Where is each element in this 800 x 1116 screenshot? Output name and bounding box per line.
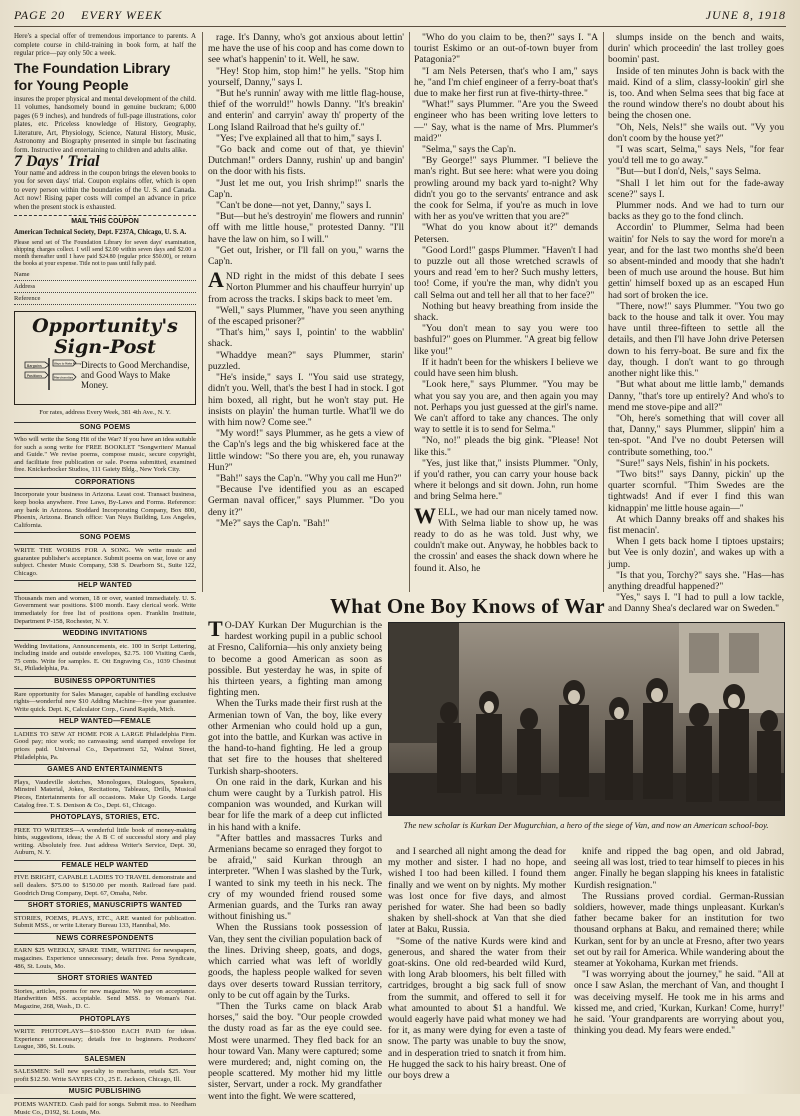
paragraph: At which Danny breaks off and shakes his fist menacin'. [608, 514, 784, 536]
classified-body: WRITE THE WORDS FOR A SONG. We write music and guarantee publisher's acceptance. Submit poems on war, love or any subject. Chester Music Company, 538 S. Dearborn St., Suite 122, Chicago. [14, 547, 196, 577]
paragraph: "Is that you, Torchy?" says she. "Has—has anything dreadful happened?" [608, 570, 784, 592]
paragraph: knife and ripped the bag open, and old Jabrad, seeing all was lost, tried to tear himself to pieces in his anger. Finally he began slapping his knees in fatalistic Kurdish resignation." [574, 846, 784, 891]
classified-heading: WEDDING INVITATIONS [14, 628, 196, 641]
paragraph: If it hadn't been for the whiskers I believe we could have seen him blush. [414, 357, 598, 379]
paragraph: "Because I've identified you as an escaped German naval officer," says Plummer. "Do you deny it?" [208, 484, 404, 518]
classified-body: Who will write the Song Hit of the War? If you have an idea suitable for such a song write for FREE BOOKLET "Songwriters' Manual and Guide." We revise poems, compose music, secure copyright, and facilitate free publication or sale. Poems submitted, examined free. Knickerbocker Studios, 111 Gaiety Bldg., New York City. [14, 436, 196, 474]
paragraph: "What do you know about it?" demands Petersen. [414, 222, 598, 244]
classified-heading: SALESMEN [14, 1054, 196, 1067]
story2-column-2 [388, 846, 566, 1090]
classified-body: Thousands men and women, 18 or over, wanted immediately. U. S. Government war positions. $100 month. Easy clerical work. Write immediately for free list of positions open. Franklin Institute, Department P-158, Rochester, N. Y. [14, 595, 196, 625]
paragraph: "Who do you claim to be, then?" says I. "A tourist Eskimo or an out-of-town buyer from Patagonia?" [414, 32, 598, 66]
photo-image [389, 623, 784, 815]
classified-heading: SHORT STORIES, MANUSCRIPTS WANTED [14, 900, 196, 913]
paragraph: "Oh, here's something that will cover all that, Danny," says Plummer, slippin' him a ten-spot. "And I've no doubt Petersen will contribute something, too." [608, 413, 784, 458]
paragraph: "Two bits!" says Danny, pickin' up the quarter scornful. "Thim Swedes are the tightwads! And if ever I find this wan kidnappin' me little house again—" [608, 469, 784, 514]
paragraph: Inside of ten minutes John is back with the maid. Kind of a slim, classy-lookin' girl she is, too. And when Selma sees that big face at the round window there's no doubt about his being the chosen one. [608, 66, 784, 122]
paragraph: "Some of the native Kurds were kind and generous, and shared the water from their goat-skins. One old red-bearded wild Kurd, with long Arab bloomers, his belt filled with cartridges, brought a big sack full of snow from the summit, and offered to sell it for what amounted to about $1 a handful. We would eagerly have paid what money we had for it, as many were dying for even a taste of snow. The party was unable to buy the snow, and in desperation tried to snatch it from him. He hugged the sack to his hairy breast. One of our boys drew a [388, 936, 566, 1082]
dropcap: T [208, 620, 225, 638]
paragraph: "But he's runnin' away with me little flag-house, thief of the worruld!" howls Danny. "It's breakin' and enterin' and carryin' away th' property of the Long Island Railroad that he's guilty of." [208, 88, 404, 133]
signpost-text: Directs to Good Merchandise, and Good Ways to Make Money. [81, 360, 195, 390]
signpost-icon [21, 356, 77, 390]
classified-body: Plays, Vaudeville sketches, Monologues, Dialogues, Speakers, Minstrel Material, Jokes, Recitations, Tableaux, Drills, Musical Pieces, Entertainments for all occasions. Make Up Goods. Large Catalog free. T. S. Denison & Co., Dept. 61, Chicago. [14, 779, 196, 809]
paragraph: Plummer nods. And we had to turn our backs as they go to the fond clinch. [608, 200, 784, 222]
svg-text:Ways to Make Money: Ways to Make Money [54, 362, 82, 366]
photo-caption: The new scholar is Kurkan Der Mugurchian, a hero of the siege of Van, and now an American school-boy. [392, 820, 780, 830]
paragraph: "Can't be done—not yet, Danny," says I. [208, 200, 404, 211]
story-photo [388, 622, 785, 816]
classified-heading: CORPORATIONS [14, 477, 196, 490]
classified-body: WRITE PHOTOPLAYS—$10-$500 EACH PAID for ideas. Experience unnecessary; details free to beginners. Producers' League, 386, St. Louis. [14, 1028, 196, 1051]
page-number: PAGE 20 EVERY WEEK [14, 8, 163, 23]
paragraph: O-DAY Kurkan Der Mugurchian is the hardest working pupil in a public school at Fresno, California—his only anxiety being to become a good American as soon as possible. But yesterday he was, in spite of his thirteen years, a fighting man among fighting men. [208, 620, 382, 698]
paragraph: When the Turks made their first rush at the Armenian town of Van, the boy, like every other Armenian who could hold up a gun, got into the battle, and Kurkan was active in the hand-to-hand fighting. He led a group that set fire to the houses that sheltered Turkish sharp-shooters. [208, 698, 382, 776]
signpost-title-1: Opportunity's [19, 316, 191, 337]
paragraph: "After battles and massacres Turks and Armenians became so enraged they forgot to be afraid," said Kurkan through an interpreter. "When I was slashed by the Turk, I wanted to sink my teeth in his neck. The cry of my wounded friend roused some Armenian guards, and the Turks ran away without finishing us." [208, 833, 382, 923]
paragraph: "Get out, Irisher, or I'll fall on you," warns the Cap'n. [208, 245, 404, 267]
classified-body: POEMS WANTED. Cash paid for songs. Submit mss. to Needham Music Co., D192, St. Louis, Mo. [14, 1101, 196, 1116]
paragraph: "Yes," says I. "I had to pull a low tackle, and Danny Shea's declared war on Sweden." [608, 592, 784, 614]
story-title: What One Boy Knows of War [330, 594, 780, 619]
advertising-sidebar [14, 32, 196, 1086]
paragraph: When the Russians took possession of Van, they sent the civilian population back of the lines. Driving sheep, goats, and dogs, which carried what was left of worldly goods, the hapless people walked for seven days over deserts toward Russian territory, only to be cut off again by the Turks. [208, 922, 382, 1000]
classified-body: EARN $25 WEEKLY, SPARE TIME, WRITING for newspapers, magazines. Experience unnecessary; details free. Press Syndicate, 486, St. Louis, Mo. [14, 947, 196, 970]
classified-heading: NEWS CORRESPONDENTS [14, 933, 196, 946]
paragraph: "He's inside," says I. "You said use strategy, didn't you. Well, that's the best I had in stock. I got him boxed, all right, but he won't stay put. He insists on playin' the human turtle. What'll we do with him now? Come see." [208, 372, 404, 428]
paragraph: "That's him," says I, pointin' to the wabblin' shack. [208, 327, 404, 349]
paragraph: "Selma," says the Cap'n. [414, 144, 598, 155]
paragraph: "I am Nels Petersen, that's who I am," says he, "and I'm chief engineer of a ferry-boat that's due to make her first run at five-thirty-three." [414, 66, 598, 100]
story-column-1 [208, 32, 404, 590]
paragraph: "No, no!" pleads the big gink. "Please! Not like this." [414, 435, 598, 457]
classified-heading: FEMALE HELP WANTED [14, 860, 196, 873]
paragraph: slumps inside on the bench and waits, durin' which proceedin' the last trolley goes boomin' past. [608, 32, 784, 66]
dropcap: W [414, 507, 438, 525]
classified-heading: PHOTOPLAYS [14, 1014, 196, 1027]
paragraph: "My word!" says Plummer, as he gets a view of the Cap'n's legs and the big whiskered face at the little window: "So there you are, eh, you runaway Hun?" [208, 428, 404, 473]
ad-title-2: for Young People [14, 78, 196, 93]
story2-column-1 [208, 620, 382, 1088]
classified-heading: BUSINESS OPPORTUNITIES [14, 676, 196, 689]
paragraph: Nothing but heavy breathing from inside the shack. [414, 301, 598, 323]
paragraph: "Hey! Stop him, stop him!" he yells. "Stop him yourself, Danny," says I. [208, 66, 404, 88]
magazine-name: EVERY WEEK [81, 8, 162, 22]
ad-intro: Here's a special offer of tremendous importance to parents. A complete course in child-training in book form, at half the regular price—pay only 50c a week. [14, 32, 196, 58]
paragraph: "But—but he's destroyin' me flowers and runnin' off with me little house," protested Danny. "I'll have the law on him, so I will." [208, 211, 404, 245]
paragraph: "What!" says Plummer. "Are you the Sweed engineer who has been writing love letters to—" Say, what is the name of Mrs. Plummer's maid?" [414, 99, 598, 144]
paragraph: "Well," says Plummer, "have you seen anything of the escaped prisoner?" [208, 305, 404, 327]
classified-body: Rare opportunity for Sales Manager, capable of handling exclusive rights—wonderful new $10 Adding Machine—five year guarantee. Write quick. Dept. K, Calculator Corp., Grand Rapids, Mich. [14, 691, 196, 714]
header-rule [14, 26, 786, 27]
classified-body: SALESMEN: Sell new specialty to merchants, retails $25. Your profit $12.50. Write SAYERS CO., 25 E. Jackson, Chicago, Ill. [14, 1068, 196, 1083]
coupon-name-field[interactable]: Name [14, 271, 196, 281]
paragraph: The Russians proved cordial. German-Russian soldiers, however, made things unpleasant. Kurkan's father became baker for an institution for two thousand orphans at Baku, and remained there; while Kurkan, sent for by an uncle at Fresno, after two years set out by rail for America. While wandering about the steamer at Yokohama, Kurkan met friends. [574, 891, 784, 969]
column-rule [202, 32, 203, 592]
paragraph: ELL, we had our man nicely tamed now. With Selma liable to show up, he was ready to do as he was told. Just why, we couldn't make out. Anyway, he hobbles back to the crossin' and eases the shack down where he found it. Also, he [414, 507, 598, 574]
signpost-rates: For rates, address Every Week, 381 4th Ave., N. Y. [14, 409, 196, 418]
classified-heading: SHORT STORIES WANTED [14, 973, 196, 986]
paragraph: On one raid in the dark, Kurkan and his chum were caught by a Turkish patrol. His companion was wounded, and Kurkan will bear for life the mark of a deep cut inflicted in his hand with a knife. [208, 777, 382, 833]
ad-trial-title: 7 Days' Trial [14, 158, 196, 167]
classified-heading: PHOTOPLAYS, STORIES, ETC. [14, 812, 196, 825]
paragraph: "Look here," says Plummer. "You may be what you say you are, and then again you may not. Perhaps you just guessed at the girl's name. We can't afford to take any chances. The only way to settle it is to send for Selma." [414, 379, 598, 435]
paragraph: "Then the Turks came on black Arab horses," said the boy. "Our people crowded the dusty road as far as the eye could see. Most were unarmed. They fled back for an hour toward Van. Many were captured; some were murdered; and, night coming on, the people scattered. My mother hid my little sister, Servart, under a rock. My grandfather went into the fight. We were scattered, [208, 1001, 382, 1102]
classified-heading: SONG POEMS [14, 532, 196, 545]
paragraph: "Bah!" says the Cap'n. "Why you call me Hun?" [208, 473, 404, 484]
classified-heading: SONG POEMS [14, 422, 196, 435]
paragraph: "Yes; I've explained all that to him," says I. [208, 133, 404, 144]
paragraph: rage. It's Danny, who's got anxious about lettin' me have the use of his coop and has come down to see what's happenin' to it. Well, he saw. [208, 32, 404, 66]
paragraph: "But—but I don'd, Nels," says Selma. [608, 166, 784, 177]
ad-body: insures the proper physical and mental development of the child. 11 volumes, handsomely bound in genuine buckram; 6,000 pages (6 9 inches), and hundreds of full-page illustrations, color plates, etc. Priceless knowledge of History, Geography, Literature, Art, Physiology, Science, Natural History, Music, Astronomy and Biography presented in simple but fascinating form. Instructive and entertaining to children and adults alike. [14, 95, 196, 155]
classified-body: FIVE BRIGHT, CAPABLE LADIES TO TRAVEL demonstrate and sell dealers. $75.00 to $150.00 per month. Railroad fare paid. Goodrich Drug Company, Dept. 67, Omaha, Nebr. [14, 874, 196, 897]
signpost-title-2: Sign-Post [19, 337, 191, 358]
classified-heading: MUSIC PUBLISHING [14, 1086, 196, 1099]
classified-heading: GAMES AND ENTERTAINMENTS [14, 764, 196, 777]
dropcap: A [208, 271, 226, 289]
svg-text:Positions: Positions [27, 374, 42, 378]
paragraph: "Go back and come out of that, ye thievin' Dutchman!" orders Danny, rushin' up and bangin' on the door with his fists. [208, 144, 404, 178]
paragraph: "I was scart, Selma," says Nels, "for fear you'd tell me to go away." [608, 144, 784, 166]
paragraph: "There, now!" says Plummer. "You two go back to the house and talk it over. You may have until three-fifteen to settle all the details, and then I'll have John drive Petersen down to his ferry-boat. Be sure and fix the day, though. I don't want to go through another night like this." [608, 301, 784, 379]
coupon-reference-field[interactable]: Reference [14, 295, 196, 305]
paragraph: "Yes, just like that," insists Plummer. "Only, if you'd rather, you can carry your house back where it belongs and sit down. John, run home and bring Selma here." [414, 458, 598, 503]
paragraph: "Me?" says the Cap'n. "Bah!" [208, 518, 404, 529]
signpost-ad [14, 311, 196, 405]
paragraph: Accordin' to Plummer, Selma had been waitin' for Nels to say the word for more'n a year, and for the last two months she'd been so absent-minded and moody that she hadn't been of much use around the house. But him gettin' himself boxed up as an escaped Hun had sort of broken the ice. [608, 222, 784, 300]
coupon-heading: MAIL THIS COUPON [14, 215, 196, 227]
paragraph: "Just let me out, you Irish shrimp!" snarls the Cap'n. [208, 178, 404, 200]
coupon-company: American Technical Society, Dept. F237A, Chicago, U. S. A. [14, 229, 196, 238]
svg-text:Merchandise: Merchandise [54, 376, 73, 380]
ad-trial-body: Your name and address in the coupon brings the eleven books to you for seven days' trial. Coupon explains offer, which is open to every person within the boundaries of the U. S. and Canada. Act now! Rising paper costs will compel an advance in price when the present stock is exhausted. [14, 169, 196, 212]
paragraph: "I was worrying about the journey," he said. "All at once I saw Aslan, the merchant of Van, and thought I was deceiving myself. He took me in his arms and kissed me, and cried, 'Kurkan, Kurkan! Come, hurry!' he said. 'Your grandparents are worrying about you, thinking you dead. My fears were ended." [574, 969, 784, 1036]
coupon-address-field[interactable]: Address [14, 283, 196, 293]
paragraph: "Sure!" says Nels, fishin' in his pockets. [608, 458, 784, 469]
paragraph: "Oh, Nels, Nels!" she wails out. "Vy you don't coom by the house yet?" [608, 122, 784, 144]
paragraph: When I gets back home I tiptoes upstairs; but Vee is only dozin', and wakes up with a jump. [608, 536, 784, 570]
classified-body: STORIES, POEMS, PLAYS, ETC., ARE wanted for publication. Submit MSS., or write Literary Bureau 133, Hannibal, Mo. [14, 915, 196, 930]
paragraph: "Good Lord!" gasps Plummer. "Haven't I had to puzzle out all those wretched scrawls of yours and read 'em to her? Such mushy letters, too! Come, if you're the man, why didn't you call Selma out and tell her all that to her face?" [414, 245, 598, 301]
paragraph: ND right in the midst of this debate I sees Norton Plummer and his chauffeur hurryin' up from across the tracks. I skips back to meet 'em. [208, 271, 404, 304]
paragraph: and I searched all night among the dead for my mother and sister. I had no hope, and wished I too had been killed. I found them finally and we went on by nights. My mother was lost once for five days, and almost perished for water. She had been so badly shaken by shell-shock at Van that she died later at Baku, Russia. [388, 846, 566, 936]
column-rule [603, 32, 604, 592]
classified-body: Stories, articles, poems for new magazine. We pay on acceptance. Handwritten MSS. acceptable. Send MSS. to Woman's Nat. Magazine, 268, Wash., D. C. [14, 988, 196, 1011]
story-column-2 [414, 32, 598, 590]
paragraph: "By George!" says Plummer. "I believe the man's right. But see here: what were you doing prowling around my back yard to-night? Why didn't you go to the servants' entrance and ask the cook for Selma, if you're as much in love with her as you've written that you are?" [414, 155, 598, 222]
coupon-body: Please send set of The Foundation Library for seven days' examination, shipping charges collect. I will send $2.00 within seven days and $2.00 a month thereafter until I have paid $24.80 (regular price $50.00), or return the books at your expense. Title not to pass until fully paid. [14, 240, 196, 268]
story-column-3 [608, 32, 784, 590]
paragraph: "Shall I let him out for the fade-away scene?" says I. [608, 178, 784, 200]
issue-date: JUNE 8, 1918 [706, 8, 786, 23]
svg-text:Bargains: Bargains [27, 364, 42, 368]
classified-body: FREE TO WRITERS—A wonderful little book of money-making hints, suggestions, ideas; the A B C of successful story and play writing. Absolutely free. Just address Writer's Service, Dept. 30, Auburn, N. Y. [14, 827, 196, 857]
classified-heading: HELP WANTED [14, 580, 196, 593]
paragraph: "Whaddye mean?" says Plummer, starin' puzzled. [208, 350, 404, 372]
classified-heading: HELP WANTED—FEMALE [14, 716, 196, 729]
page-header [14, 6, 786, 26]
paragraph: "You don't mean to say you were too bashful?" goes on Plummer. "A great big fellow like you!" [414, 323, 598, 357]
story2-column-3 [574, 846, 784, 1090]
classified-list [14, 422, 196, 1116]
classified-body: LADIES TO SEW AT HOME FOR A LARGE Philadelphia Firm. Good pay; nice work; no canvassing; send stamped envelope for prices paid. Universal Co., Department 52, Walnut Street, Philadelphia, Pa. [14, 731, 196, 761]
classified-body: Wedding Invitations, Announcements, etc. 100 in Script Lettering, including inside and outside envelopes, $2.75. 100 Visiting Cards, 75 cents. Write for samples. E. Ott Engraving Co., 1039 Chestnut St., Philadelphia, Pa. [14, 643, 196, 673]
classified-body: Incorporate your business in Arizona. Least cost. Transact business, keep books anywhere. Free Laws, By-Laws and Forms. Reference: any bank in Arizona. Stoddard Incorporating Company, Box 800, Phoenix, Arizona. Branch office: Van Nuys Building, Los Angeles, California. [14, 491, 196, 529]
paragraph: "But what about me little lamb," demands Danny, "that's tore up entirely? And who's to mend me stove-pipe and all?" [608, 379, 784, 413]
column-rule [409, 32, 410, 592]
ad-title-1: The Foundation Library [14, 61, 196, 76]
